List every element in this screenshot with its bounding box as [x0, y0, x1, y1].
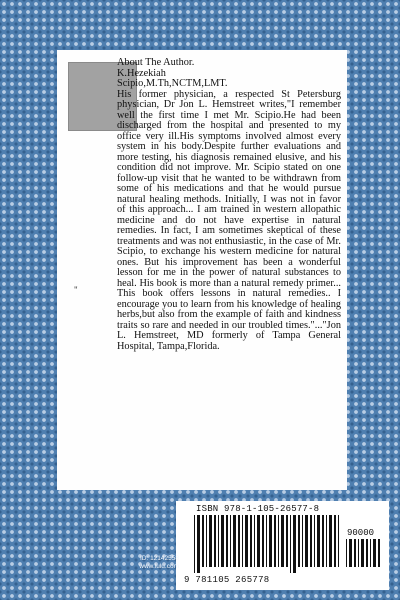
barcode-bar	[346, 539, 347, 567]
isbn-barcode-bars	[194, 515, 342, 573]
lulu-url-text: www.lulu.com	[139, 562, 179, 570]
barcode-bar	[281, 515, 284, 567]
barcode-bar	[310, 515, 312, 567]
barcode-bar	[358, 539, 359, 567]
barcode-bar	[314, 515, 315, 567]
barcode-bar	[274, 515, 276, 567]
barcode-bar	[302, 515, 303, 567]
barcode-bar	[238, 515, 240, 567]
barcode-bar	[214, 515, 216, 567]
barcode-bar	[338, 515, 339, 567]
barcode-bar	[370, 539, 371, 567]
barcode-bar	[378, 539, 380, 567]
price-code-label: 90000	[347, 528, 375, 538]
isbn-barcode-box	[176, 501, 389, 590]
barcode-bar	[322, 515, 324, 567]
barcode-bar	[317, 515, 320, 567]
barcode-bar	[194, 515, 195, 573]
author-heading: About The Author.	[117, 57, 195, 68]
barcode-bar	[290, 515, 291, 573]
lulu-id-text: ID: 12142558	[139, 555, 179, 562]
stray-quote-mark: "	[74, 285, 78, 295]
barcode-bar	[298, 515, 300, 567]
barcode-bar	[226, 515, 228, 567]
barcode-bar	[293, 515, 296, 573]
barcode-bar	[286, 515, 288, 567]
barcode-bar	[305, 515, 308, 567]
barcode-bar	[361, 539, 364, 567]
barcode-bar	[266, 515, 267, 567]
barcode-bar	[329, 515, 332, 567]
barcode-bar	[230, 515, 231, 567]
barcode-bar	[242, 515, 243, 567]
barcode-bar	[254, 515, 255, 567]
barcode-bar	[202, 515, 204, 567]
author-name-line2: Scipio,M.Th,NCTM,LMT.	[117, 78, 228, 89]
barcode-bar	[221, 515, 224, 567]
barcode-bar	[257, 515, 260, 567]
author-bio	[117, 58, 341, 352]
barcode-bar	[209, 515, 212, 567]
barcode-bar	[218, 515, 219, 567]
lulu-id-block	[124, 555, 179, 570]
barcode-bar	[373, 539, 376, 567]
barcode-bar	[269, 515, 272, 567]
barcode-bar	[197, 515, 200, 573]
barcode-bar	[349, 539, 352, 567]
barcode-bar	[334, 515, 336, 567]
barcode-bar	[250, 515, 252, 567]
barcode-bar	[262, 515, 264, 567]
barcode-bar	[366, 539, 368, 567]
barcode-digits: 9 781105 265778	[184, 575, 270, 585]
price-addon-barcode	[346, 539, 382, 573]
barcode-bar	[354, 539, 356, 567]
barcode-bar	[245, 515, 248, 567]
barcode-bar	[206, 515, 207, 567]
isbn-label: ISBN 978-1-105-26577-8	[196, 504, 320, 514]
barcode-bar	[233, 515, 236, 567]
author-name-line1: K.Hezekiah	[117, 67, 166, 79]
barcode-bar	[326, 515, 327, 567]
barcode-bar	[278, 515, 279, 567]
bio-body-text: His former physician, a respected St Petersburg physician, Dr Jon L. Hemstreet writes,"I remember well the first time I met Mr. Scipio.He had been discharged from the hospital and presented to my office very ill.His symptoms involved almost every system in his body.Despite further evaluations and more testing, his diagnosis remained elusive, and his condition did not improve. Mr. Scipio stated on one follow-up visit that he wanted to be withdrawn from some of his medications and that he would pursue natural healing methods. Initially, I was not in favor of this approach... I am trained in western allopathic medicine and do not have expertise in natural remedies. In fact, I am sometimes skeptical of these treatments and was not enthusiastic, in the case of Mr. Scipio, to exchange his western medicine for natural ones. But his improvement has been a wonderful lesson for me in the power of natural substances to heal. His book is more than a natural remedy primer... This book offers lessons in natural remedies.. I encourage you to learn from his knowledge of healing herbs,but also from the example of faith and kindness traits so rare and needed in our troubled times."..."Jon L. Hemstreet, MD formerly of Tampa General Hospital, Tampa,Florida.	[117, 88, 341, 352]
